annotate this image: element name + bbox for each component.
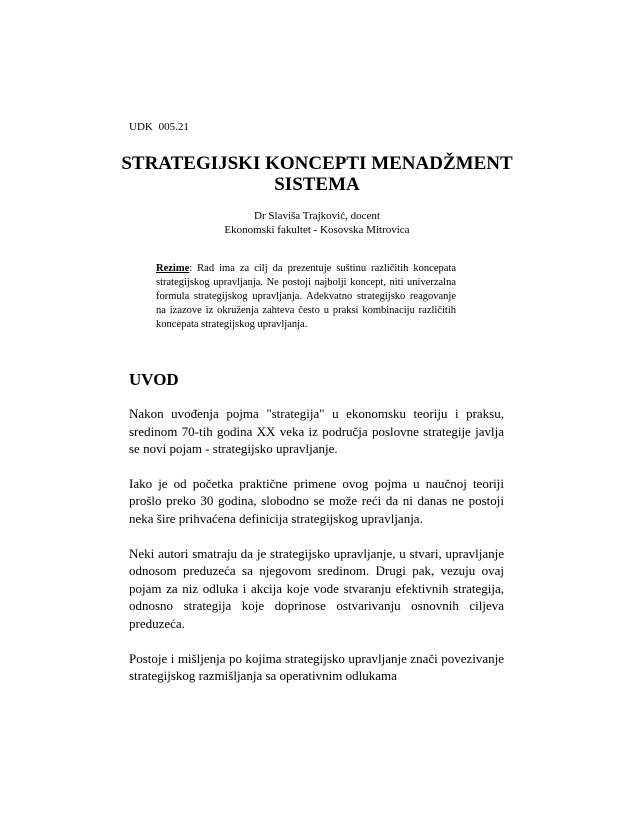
author-affiliation: Ekonomski fakultet - Kosovska Mitrovica xyxy=(224,224,410,236)
author-name: Dr Slaviša Trajković, docent xyxy=(254,210,380,222)
body-paragraph-4: Postoje i mišljenja po kojima strategijsko upravljanje znači povezivanje strategijskog razmišljanja sa operativnim odlukama xyxy=(129,650,504,684)
body-paragraph-1: Nakon uvođenja pojma "strategija" u ekonomsku teoriju i praksu, sredinom 70-tih godina XX veka iz područja poslovne strategije javlja se novi pojam - strategijsko upravljanje. xyxy=(129,406,504,457)
paper-title-line-1: STRATEGIJSKI KONCEPTI MENADŽMENT xyxy=(121,153,513,174)
abstract-text: : Rad ima za cilj da prezentuje suštinu različitih koncepata strategijskog upravljanja. Ne postoji najbolji koncept, niti univerzalna formula strategijskog upravljanja. Adekvatno strategijsko reagovanje na izazove iz okruženja zahteva često u praksi kombinaciju različitih koncepata strategijskog upravljanja. xyxy=(156,263,456,330)
body-paragraph-2: Iako je od početka praktične primene ovog pojma u naučnoj teoriji prošlo preko 30 godina, slobodno se može reći da ni danas ne postoji neka šire prihvaćena definicija strategijskog upravljanja. xyxy=(129,475,504,526)
body-paragraph-3: Neki autori smatraju da je strategijsko upravljanje, u stvari, upravljanje odnosom preduzeća sa njegovom sredinom. Drugi pak, vezuju ovaj pojam za niz odluka i akcija koje vode stvaranju efektivnih strategija, odnosno strategija koje doprinose ostvarivanju osnovnih ciljeva preduzeća. xyxy=(129,545,504,631)
section-body xyxy=(129,405,504,702)
abstract xyxy=(156,262,456,332)
section-heading-uvod: UVOD xyxy=(129,370,179,389)
paper-title-line-2: SISTEMA xyxy=(274,174,360,195)
author-block xyxy=(100,209,534,237)
udk-classification: UDK 005.21 xyxy=(129,121,189,133)
paper-title xyxy=(100,153,534,195)
abstract-label: Rezime xyxy=(156,263,190,274)
